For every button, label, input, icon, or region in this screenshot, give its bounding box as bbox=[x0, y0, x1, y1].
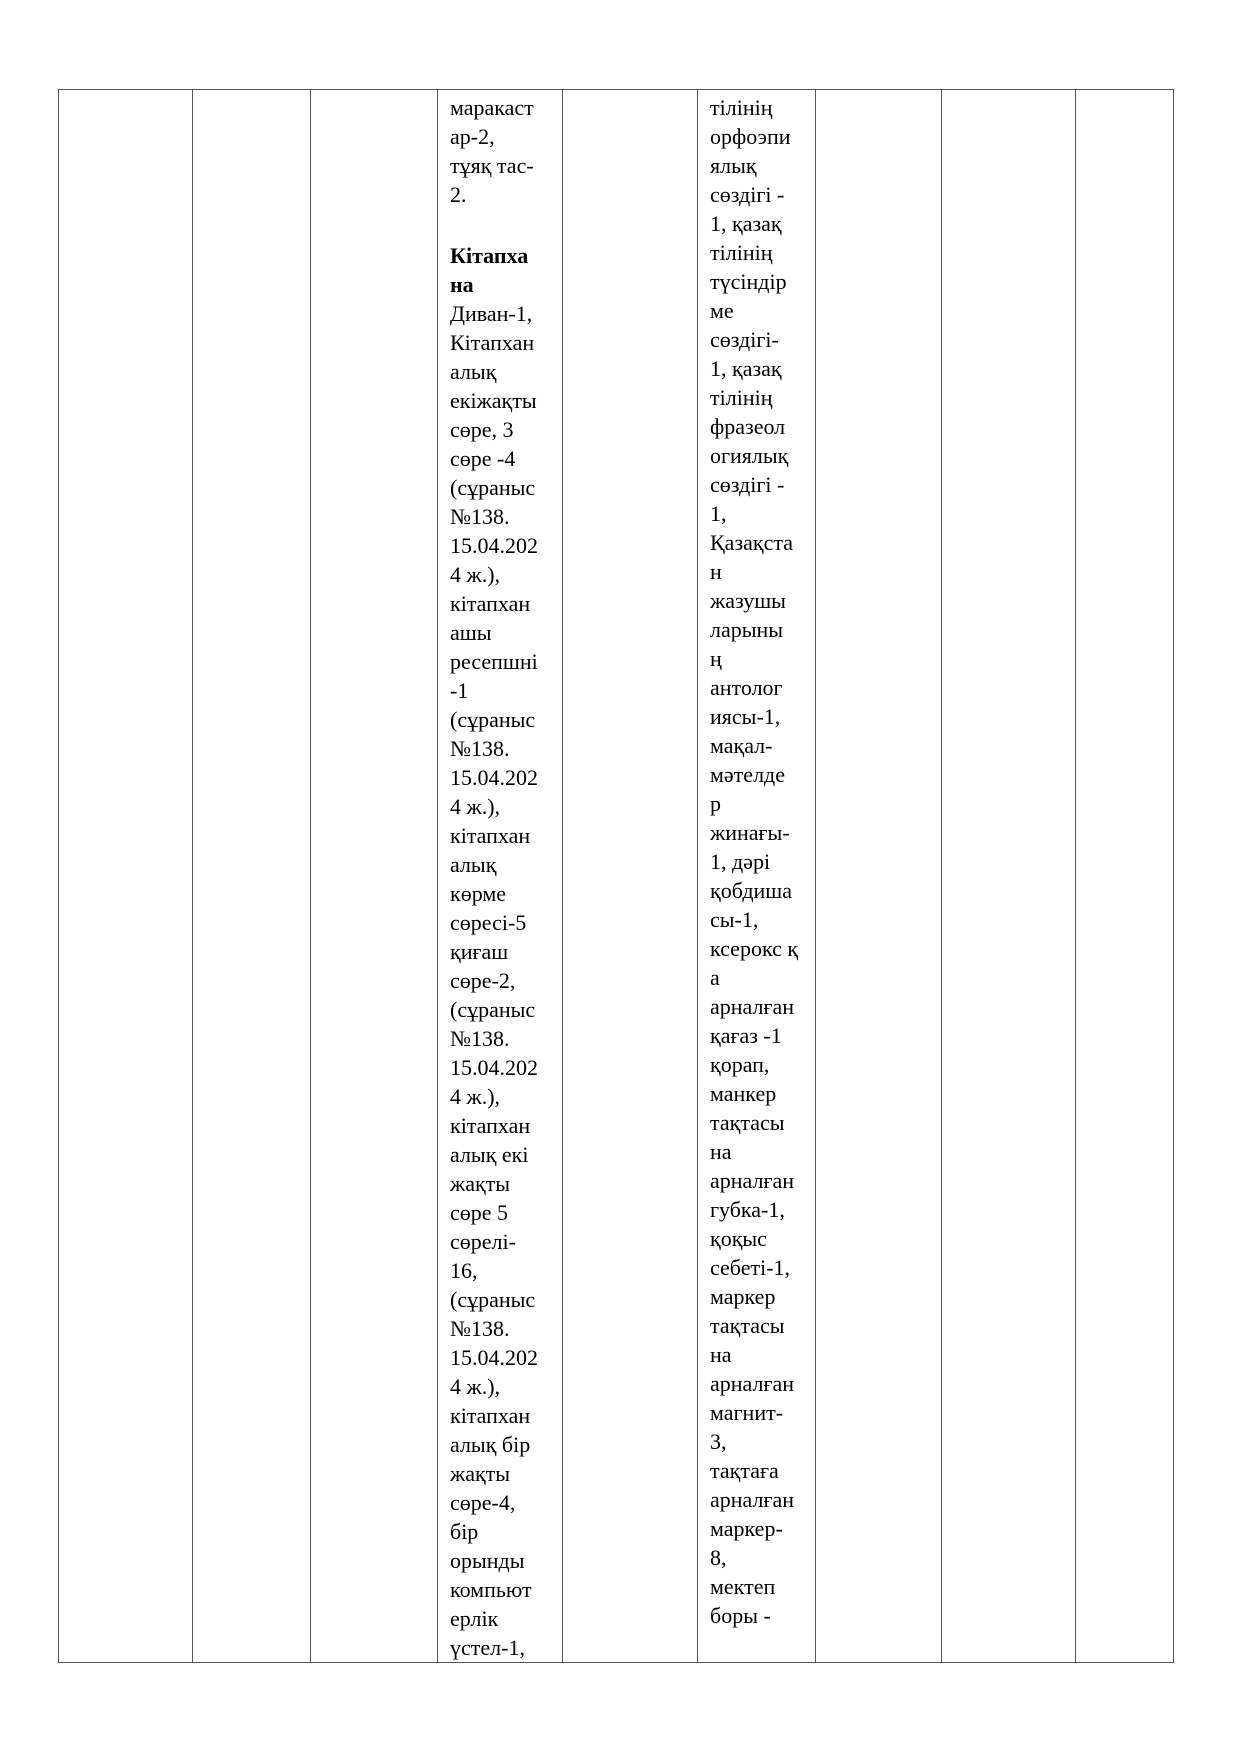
table-cell-col8 bbox=[942, 90, 1076, 1663]
table-cell-col2 bbox=[193, 90, 311, 1663]
table-cell-col3 bbox=[311, 90, 438, 1663]
table-cell-col4 bbox=[438, 90, 563, 1663]
table-cell-col6 bbox=[698, 90, 816, 1663]
equipment-list-top: маракаст ар-2, тұяқ тас- 2. bbox=[450, 95, 534, 207]
table-cell-col9 bbox=[1076, 90, 1174, 1663]
materials-list: тілінің орфоэпи ялық сөздігі - 1, қазақ тілінің түсіндір ме сөздігі- 1, қазақ тілінің фразеол огиялық сөздігі - 1, Қазақста н жазушы ларыны ң антолог иясы-1, мақал- мәтелде р жинағы- 1, дәрі қобдиша сы-1, ксерокс қ а арналған қағаз -1 қорап, манкер тақтасы на арналған губка-1, қоқыс себеті-1, маркер тақтасы на арналған магнит- 3, тақтаға арналған маркер- 8, мектеп боры - bbox=[710, 95, 799, 1628]
table-cell-col7 bbox=[816, 90, 942, 1663]
table-row bbox=[59, 90, 1174, 1663]
table-cell-col1 bbox=[59, 90, 193, 1663]
table-cell-col5 bbox=[563, 90, 698, 1663]
library-equipment-list: Диван-1, Кітапхан алық екіжақты сөре, 3 сөре -4 (сұраныс №138. 15.04.202 4 ж.), кітапхан ашы ресепшні -1 (сұраныс №138. 15.04.202 4 ж.), кітапхан алық көрме сөресі-5 қиғаш сөре-2, (сұраныс №138. 15.04.202 4 ж.), кітапхан алық екі жақты сөре 5 сөрелі- 16, (сұраныс №138. 15.04.202 4 ж.), кітапхан алық бір жақты сөре-4, бір орынды компьют ерлік үстел-1, bbox=[450, 301, 538, 1660]
data-table bbox=[58, 89, 1174, 1663]
library-heading: Кітапха на bbox=[450, 243, 529, 297]
